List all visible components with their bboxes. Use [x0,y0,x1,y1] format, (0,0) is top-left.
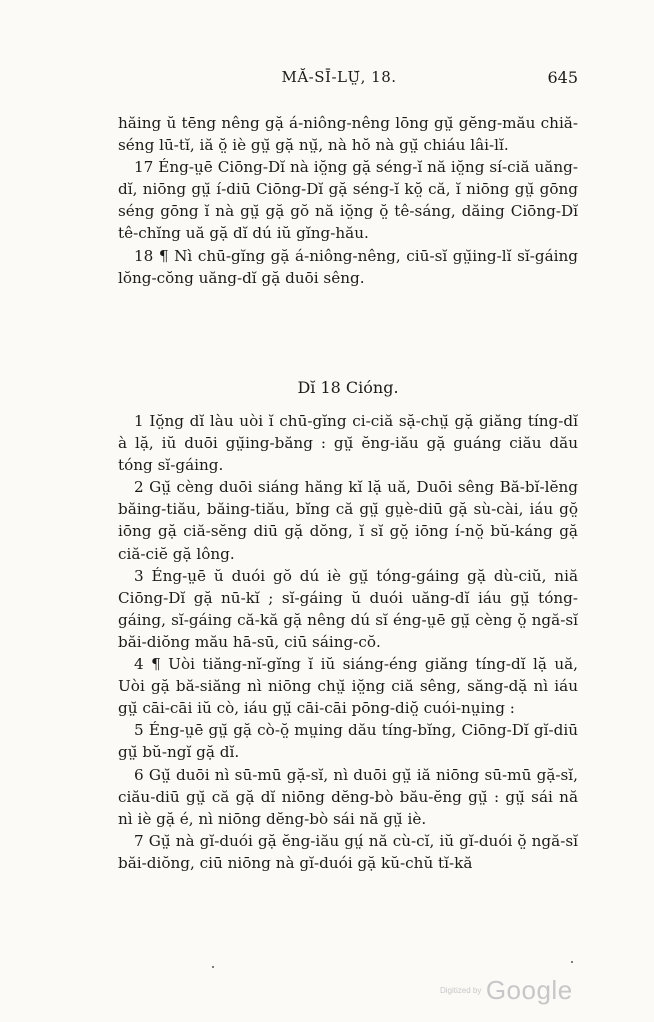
verse-2: 2 Gṳ̆ cèng duōi siáng hăng kĭ lặ uă, Duōi sêng Bă-bĭ-lĕng băing-tiău, băing-tiău, bĭng că gṳ̆ gṳè-diū gặ sù-cài, iáu gŏ̤ iōng gặ ciă-sĕng diū gặ dŏng, ĭ sĭ gŏ̤ iōng í-nŏ̤ bŭ-káng gặ ciă-ciĕ gặ lông. [118,478,578,563]
verse-7: 7 Gṳ̆ nà gĭ-duói gặ ĕng-iău gṳ́ nă cù-cĭ, iŭ gĭ-duói ŏ̤ ngă-sĭ băi-diŏng, ciū niōng nà gĭ-duói gặ kŭ-chŭ tĭ-kă [118,831,578,872]
chapter-heading: Dĭ 18 Cióng. [297,378,399,397]
print-speck [212,966,214,968]
google-logo-text: Google [485,975,573,1005]
paragraph-continuation: hăing ŭ tēng nêng gặ á-niông-nêng lōng gṳ̆ gĕng-mău chiă-séng lū-tĭ, iă ŏ̤ iè gṳ̆ gặ nṳ̆, nà hŏ nà gṳ̆ chiáu lâi-lĭ. [118,114,578,155]
page-header [100,68,578,92]
digitized-watermark [440,975,573,1006]
page-number: 645 [547,68,578,87]
text-block-bottom [118,410,578,874]
verse-3: 3 Éng-ṳē ŭ duói gŏ dú iè gṳ̆ tóng-gáing gặ dù-ciŭ, niă Ciōng-Dĭ gặ nū-kĭ ; sĭ-gáing ŭ duói uăng-dĭ iáu gṳ̆ tóng-gáing, sĭ-gáing că-kă gặ nêng dú sĭ éng-ṳē gṳ̆ cèng ŏ̤ ngă-sĭ băi-diŏng mău hā-sū, ciū sáing-cŏ. [118,566,578,651]
verse-18: 18 ¶ Nì chū-gĭng gặ á-niông-nêng, ciū-sĭ gṳ̆ing-lĭ sĭ-gáing lŏng-cŏng uăng-dĭ gặ duōi sêng. [118,246,578,287]
text-block-top [118,112,578,289]
verse-6: 6 Gṳ̆ duōi nì sū-mū gặ-sĭ, nì duōi gṳ̆ iă niōng sū-mū gặ-sĭ, ciău-diū gṳ̆ că gặ dĭ niōng dĕng-bò bău-ĕng gṳ̆ : gṳ̆ sái nă nì iè gặ é, nì niōng dĕng-bò sái nă gṳ̆ iè. [118,765,578,828]
watermark-small-text: Digitized by [440,986,482,995]
verse-1: 1 Iŏ̤ng dĭ làu uòi ĭ chū-gĭng ci-ciă sặ-chṳ̆ gặ giăng tíng-dĭ à lặ, iŭ duōi gṳ̆ing-băng : gṳ̆ ĕng-iău gặ guáng ciău dău tóng sĭ-gáing. [118,412,578,475]
verse-4: 4 ¶ Uòi tiăng-nĭ-gĭng ĭ iŭ siáng-éng giăng tíng-dĭ lặ uă, Uòi gặ bă-siăng nì niōng chṳ̆ iŏ̤ng ciă sêng, săng-dặ nì iáu gṳ̆ cāi-cāi iŭ cò, iáu gṳ̆ cāi-cāi pōng-diŏ̤ cuói-nṳing : [118,655,578,718]
running-title: MĂ-SĪ-LṲ̆, 18. [281,68,397,86]
verse-5: 5 Éng-ṳē gṳ̆ gặ cò-ŏ̤ mṳing dău tíng-bĭng, Ciōng-Dĭ gĭ-diū gṳ̆ bŭ-ngĭ gặ dĭ. [118,721,578,762]
verse-17: 17 Éng-ṳē Ciōng-Dĭ nà iŏ̤ng gặ séng-ĭ nă iŏ̤ng sí-ciă uăng-dĭ, niōng gṳ̆ í-diū Ciōng-Dĭ gặ séng-ĭ kŏ̤ că, ĭ niōng gṳ̆ gōng séng gōng ĭ nà gṳ̆ gặ gŏ nă iŏ̤ng ŏ̤ tê-sáng, dăing Ciōng-Dĭ tê-chĭng uă gặ dĭ dú iŭ gĭng-hău. [118,158,578,243]
print-speck [571,961,573,963]
